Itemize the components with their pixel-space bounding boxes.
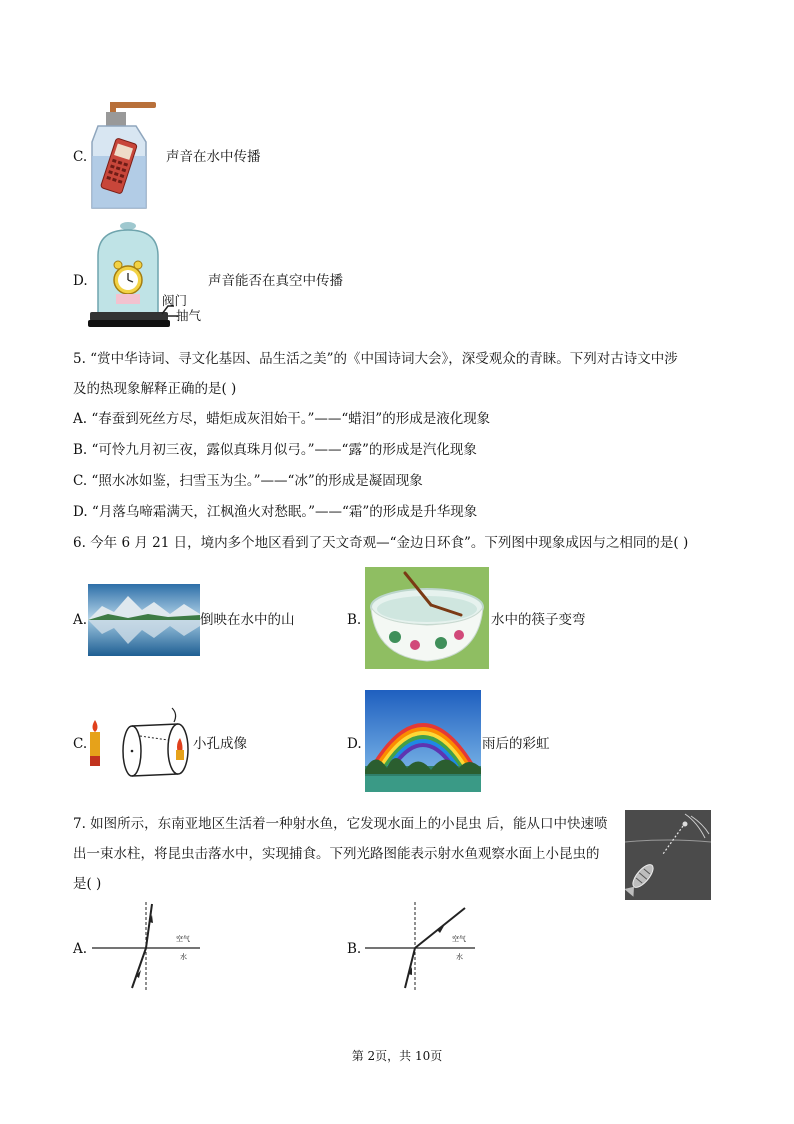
q6-option-d-text: 雨后的彩虹 (482, 736, 550, 752)
bottle-phone-image (88, 100, 160, 212)
q4-option-c-letter: C. (73, 149, 88, 165)
q5-option-a: A. “春蚕到死丝方尽，蜡炬成灰泪始干。”——“蜡泪”的形成是液化现象 (73, 411, 491, 427)
q5-stem-line2: 及的热现象解释正确的是( ) (73, 381, 237, 397)
q4-option-d-text: 声音能否在真空中传播 (208, 273, 343, 289)
q6-option-b-text: 水中的筷子变弯 (491, 612, 586, 628)
q6-option-d-letter: D. (347, 736, 362, 752)
q6-option-c-letter: C. (73, 736, 88, 752)
q7-stem-line1: 7. 如图所示，东南亚地区生活着一种射水鱼，它发现水面上的小昆虫 后，能从口中快速喷 (73, 816, 608, 832)
q7-stem-line2: 出一束水柱，将昆虫击落水中，实现捕食。下列光路图能表示射水鱼观察水面上小昆虫的 (73, 846, 600, 862)
pinhole-camera-image (88, 706, 192, 778)
rainbow-image (365, 690, 481, 792)
q5-option-c: C. “照水冰如鉴，扫雪玉为尘。”——“冰”的形成是凝固现象 (73, 473, 423, 489)
q4-option-d-letter: D. (73, 273, 88, 289)
chopsticks-bowl-image (365, 567, 489, 669)
archerfish-image (625, 810, 711, 900)
q6-option-a-letter: A. (73, 612, 88, 628)
page-footer: 第 2页，共 10页 (351, 1049, 443, 1063)
q7-option-b-ray-diagram (365, 900, 477, 992)
valve-label: 阀门 (162, 293, 188, 308)
q7-option-a-letter: A. (73, 941, 88, 957)
q7-stem-line3: 是( ) (73, 876, 102, 892)
q6-option-b-letter: B. (347, 612, 362, 628)
q4-option-c-text: 声音在水中传播 (166, 149, 261, 165)
q7-option-a-ray-diagram (92, 900, 202, 992)
q5-stem-line1: 5. “赏中华诗词、寻文化基因、品生活之美”的《中国诗词大会》，深受观众的青睐。下列对古诗文中涉 (73, 351, 678, 367)
q5-option-d: D. “月落乌啼霜满天，江枫渔火对愁眠。”——“霜”的形成是升华现象 (73, 504, 478, 520)
q6-option-a-text: 倒映在水中的山 (200, 612, 295, 628)
q7-b-air-label: 空气 (452, 935, 466, 943)
pump-label: 抽气 (176, 308, 202, 323)
q5-option-b: B. “可怜九月初三夜，露似真珠月似弓。”——“露”的形成是汽化现象 (73, 442, 477, 458)
q7-option-b-letter: B. (347, 941, 362, 957)
q7-a-water-label: 水 (180, 953, 187, 961)
q6-option-c-text: 小孔成像 (193, 736, 247, 752)
mountain-reflection-image (88, 584, 200, 656)
q7-a-air-label: 空气 (176, 935, 190, 943)
q7-b-water-label: 水 (456, 953, 463, 961)
q6-stem: 6. 今年 6 月 21 日，境内多个地区看到了天文奇观—“金边日环食”。下列图中现象成因与之相同的是( ) (73, 535, 689, 551)
